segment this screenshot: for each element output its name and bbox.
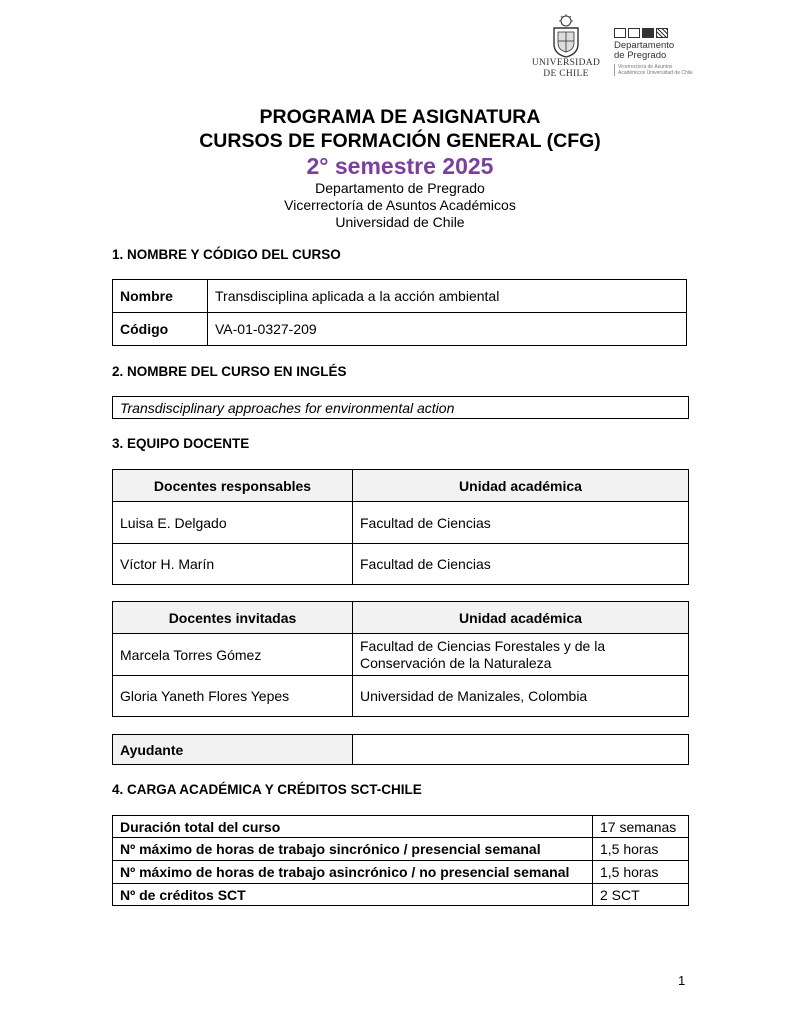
header-department: Departamento de Pregrado [315, 180, 485, 196]
page-number: 1 [678, 973, 686, 988]
column-header: Unidad académica [353, 470, 689, 502]
docente-unidad: Facultad de Ciencias [353, 544, 689, 585]
docentes-invitadas-table [112, 601, 689, 717]
university-seal-icon [548, 14, 584, 58]
header-vicerrectoria: Vicerrectoría de Asuntos Académicos [284, 197, 516, 213]
table-row [113, 544, 689, 585]
dept-name-line1: Departamento [614, 40, 675, 51]
column-header: Docentes responsables [113, 470, 353, 502]
docente-name: Luisa E. Delgado [113, 502, 353, 544]
docente-name: Víctor H. Marín [113, 544, 353, 585]
table-row [113, 816, 689, 838]
english-name-table [112, 396, 689, 419]
departamento-pregrado-logo [614, 28, 694, 76]
carga-label: Nº de créditos SCT [113, 884, 593, 906]
university-name-line2: DE CHILE [543, 69, 589, 79]
table-row [113, 634, 689, 676]
docente-name: Gloria Yaneth Flores Yepes [113, 676, 353, 717]
name-label: Nombre [113, 280, 208, 313]
dept-subtitle: Vicerrectoría de Asuntos Académicos Universidad de Chile [614, 64, 694, 76]
table-row [113, 884, 689, 906]
dept-name-line2: de Pregrado [614, 50, 667, 61]
section-4-title: 4. CARGA ACADÉMICA Y CRÉDITOS SCT-CHILE [112, 782, 422, 797]
docentes-responsables-table [112, 469, 689, 585]
table-row [113, 735, 689, 765]
dept-squares-icon [614, 28, 694, 38]
docente-name: Marcela Torres Gómez [113, 634, 353, 676]
docente-unidad: Universidad de Manizales, Colombia [353, 676, 689, 717]
carga-value: 1,5 horas [593, 838, 689, 861]
english-name-value: Transdisciplinary approaches for environmental action [113, 397, 689, 419]
ayudante-label: Ayudante [113, 735, 353, 765]
name-value: Transdisciplina aplicada a la acción ambiental [208, 280, 687, 313]
carga-value: 17 semanas [593, 816, 689, 838]
university-name-line1: UNIVERSIDAD [531, 58, 601, 68]
carga-value: 2 SCT [593, 884, 689, 906]
code-value: VA-01-0327-209 [208, 313, 687, 346]
table-header-row [113, 470, 689, 502]
table-row [113, 502, 689, 544]
column-header: Unidad académica [353, 602, 689, 634]
table-row [113, 313, 687, 346]
section-3-title: 3. EQUIPO DOCENTE [112, 436, 250, 451]
course-name-code-table [112, 279, 687, 346]
docente-unidad: Facultad de Ciencias Forestales y de la Conservación de la Naturaleza [353, 634, 689, 676]
docente-unidad: Facultad de Ciencias [353, 502, 689, 544]
table-row [113, 676, 689, 717]
ayudante-value [353, 735, 689, 765]
carga-value: 1,5 horas [593, 861, 689, 884]
title-line1: PROGRAMA DE ASIGNATURA [259, 106, 541, 128]
table-header-row [113, 602, 689, 634]
table-row [113, 280, 687, 313]
carga-label: Nº máximo de horas de trabajo sincrónico / presencial semanal [113, 838, 593, 861]
table-row [113, 861, 689, 884]
carga-label: Nº máximo de horas de trabajo asincrónico / no presencial semanal [113, 861, 593, 884]
section-1-title: 1. NOMBRE Y CÓDIGO DEL CURSO [112, 247, 341, 262]
column-header: Docentes invitadas [113, 602, 353, 634]
carga-academica-table [112, 815, 689, 906]
header-universidad: Universidad de Chile [335, 214, 465, 230]
universidad-de-chile-logo [528, 14, 604, 80]
carga-label: Duración total del curso [113, 816, 593, 838]
semester-label: 2° semestre 2025 [306, 153, 494, 179]
code-label: Código [113, 313, 208, 346]
logo-area [528, 14, 693, 86]
table-row [113, 838, 689, 861]
title-line2: CURSOS DE FORMACIÓN GENERAL (CFG) [199, 130, 601, 152]
document-header [0, 105, 800, 231]
table-row [113, 397, 689, 419]
section-2-title: 2. NOMBRE DEL CURSO EN INGLÉS [112, 364, 347, 379]
ayudante-table [112, 734, 689, 765]
